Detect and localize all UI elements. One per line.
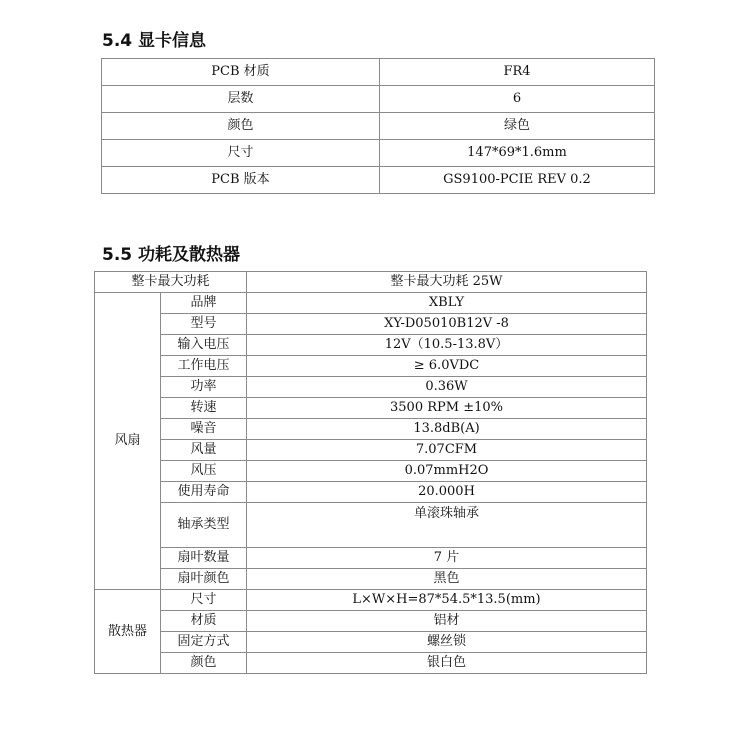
table-row [95,461,647,482]
table-row [102,140,655,167]
row-label: 输入电压 [161,335,247,356]
table-row [95,611,647,632]
row-label: 工作电压 [161,356,247,377]
table-row [95,419,647,440]
row-value: 螺丝锁 [247,632,647,653]
row-label: 转速 [161,398,247,419]
table-row [95,335,647,356]
row-label: 轴承类型 [161,503,247,548]
row-value: 147*69*1.6mm [380,140,655,167]
row-value: FR4 [380,59,655,86]
table-row [102,113,655,140]
table-row [95,632,647,653]
row-label: 尺寸 [161,590,247,611]
table-row [95,482,647,503]
table-row [102,59,655,86]
table-row [95,440,647,461]
row-label: PCB 材质 [102,59,380,86]
group-label-fan: 风扇 [95,293,161,590]
row-value: 绿色 [380,113,655,140]
row-label: 尺寸 [102,140,380,167]
row-value: 0.07mmH2O [247,461,647,482]
gpu-info-table [101,58,655,194]
row-label: 层数 [102,86,380,113]
table-row [102,86,655,113]
table-row [95,377,647,398]
row-label: PCB 版本 [102,167,380,194]
row-value: 7.07CFM [247,440,647,461]
row-value: 13.8dB(A) [247,419,647,440]
row-label: 型号 [161,314,247,335]
table-row [102,167,655,194]
group-label-heatsink: 散热器 [95,590,161,674]
row-label: 整卡最大功耗 [95,272,247,293]
row-value: 0.36W [247,377,647,398]
row-value: L×W×H=87*54.5*13.5(mm) [247,590,647,611]
row-label: 品牌 [161,293,247,314]
row-label: 颜色 [161,653,247,674]
row-value: GS9100-PCIE REV 0.2 [380,167,655,194]
row-value: 7 片 [247,548,647,569]
row-value: XY-D05010B12V -8 [247,314,647,335]
row-label: 噪音 [161,419,247,440]
table-row [95,398,647,419]
row-label: 扇叶颜色 [161,569,247,590]
table-row [95,503,647,548]
table-row [95,293,647,314]
row-label: 材质 [161,611,247,632]
row-label: 功率 [161,377,247,398]
row-value: 银白色 [247,653,647,674]
row-value: 铝材 [247,611,647,632]
section-heading-gpu-info: 5.4 显卡信息 [102,31,207,51]
row-label: 颜色 [102,113,380,140]
table-row [95,356,647,377]
power-cooling-table [94,271,647,674]
row-value: 6 [380,86,655,113]
row-label: 固定方式 [161,632,247,653]
row-value: 单滚珠轴承 [247,503,647,548]
row-value: 20.000H [247,482,647,503]
row-value: 3500 RPM ±10% [247,398,647,419]
row-value: XBLY [247,293,647,314]
row-label: 风量 [161,440,247,461]
row-value: 黑色 [247,569,647,590]
row-label: 使用寿命 [161,482,247,503]
table-row [95,653,647,674]
row-value: 整卡最大功耗 25W [247,272,647,293]
table-row [95,314,647,335]
row-value: ≥ 6.0VDC [247,356,647,377]
table-row [95,272,647,293]
table-row [95,569,647,590]
row-label: 风压 [161,461,247,482]
section-heading-power-cooling: 5.5 功耗及散热器 [102,245,241,265]
table-row [95,548,647,569]
row-value: 12V（10.5-13.8V） [247,335,647,356]
row-label: 扇叶数量 [161,548,247,569]
table-row [95,590,647,611]
